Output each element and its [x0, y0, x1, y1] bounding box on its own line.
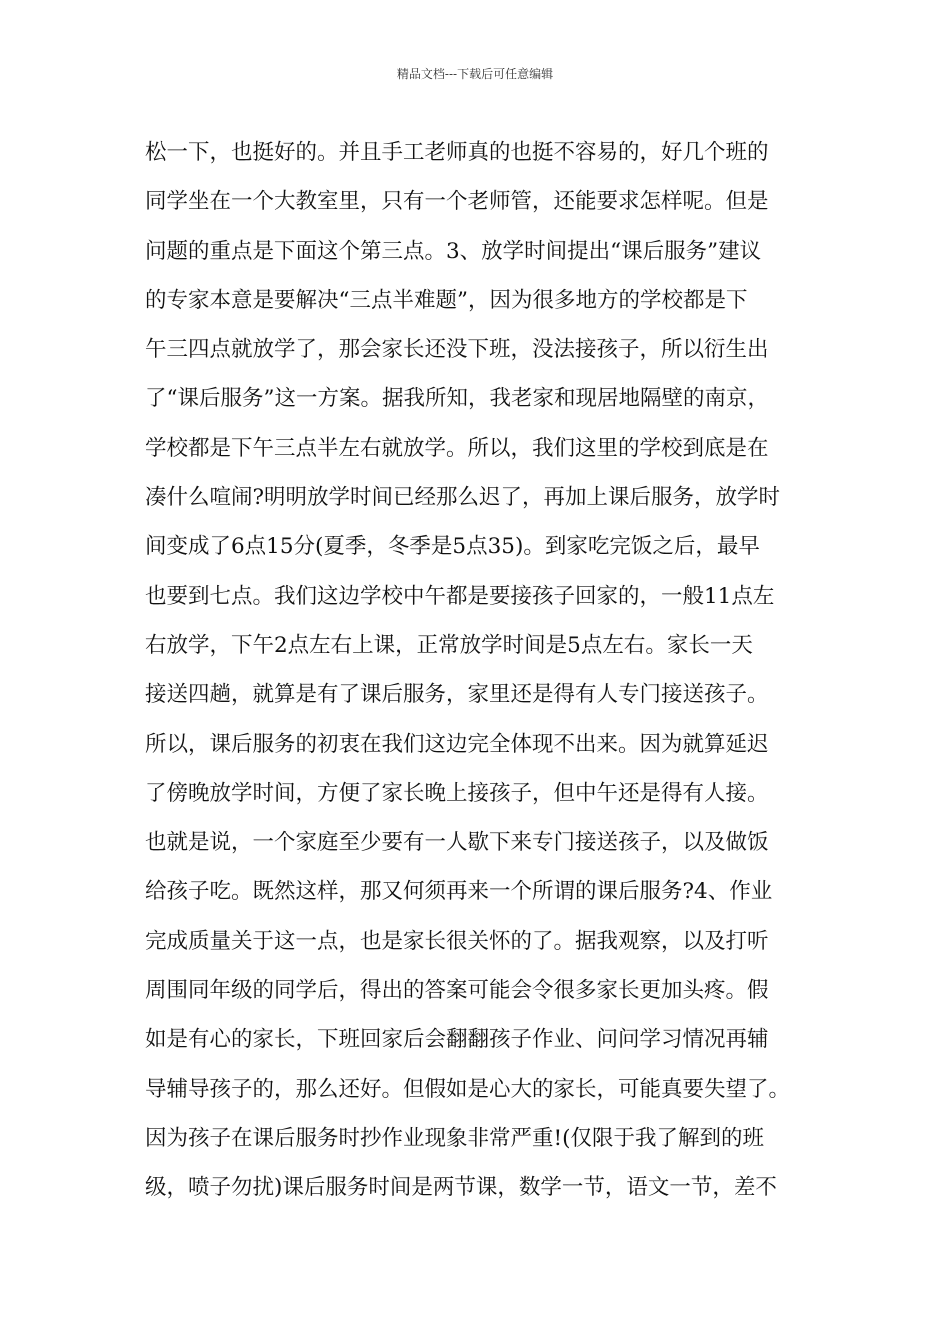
text-line: 级，喷子勿扰)课后服务时间是两节课，数学一节，语文一节，差不 — [145, 1175, 777, 1201]
text-line: 因为孩子在课后服务时抄作业现象非常严重!(仅限于我了解到的班 — [145, 1125, 765, 1151]
text-line: 学校都是下午三点半左右就放学。所以，我们这里的学校到底是在 — [145, 435, 769, 461]
text-line: 的专家本意是要解决“三点半难题”，因为很多地方的学校都是下 — [145, 287, 748, 313]
page-header: 精品文档---下载后可任意编辑 — [396, 67, 554, 81]
text-line: 完成质量关于这一点，也是家长很关怀的了。据我观察，以及打听 — [145, 928, 769, 954]
text-line: 同学坐在一个大教室里，只有一个老师管，还能要求怎样呢。但是 — [145, 189, 769, 215]
text-line: 接送四趟，就算是有了课后服务，家里还是得有人专门接送孩子。 — [145, 682, 769, 708]
text-line: 松一下，也挺好的。并且手工老师真的也挺不容易的，好几个班的 — [145, 140, 769, 165]
text-line: 也要到七点。我们这边学校中午都是要接孩子回家的，一般11点左 — [145, 583, 775, 609]
text-line: 凑什么喧闹?明明放学时间已经那么迟了，再加上课后服务，放学时 — [145, 485, 781, 511]
text-line: 给孩子吃。既然这样，那又何须再来一个所谓的课后服务?4、作业 — [145, 879, 773, 905]
text-line: 导辅导孩子的，那么还好。但假如是心大的家长，可能真要失望了。 — [145, 1076, 791, 1102]
text-line: 右放学，下午2点左右上课，正常放学时间是5点左右。家长一天 — [145, 632, 753, 658]
text-line: 所以，课后服务的初衷在我们这边完全体现不出来。因为就算延迟 — [145, 731, 769, 757]
text-line: 问题的重点是下面这个第三点。3、放学时间提出“课后服务”建议 — [145, 238, 762, 264]
text-line: 间变成了6点15分(夏季，冬季是5点35)。到家吃完饭之后，最早 — [145, 534, 760, 560]
body-text — [145, 128, 825, 1213]
text-line: 也就是说，一个家庭至少要有一人歇下来专门接送孩子，以及做饭 — [145, 830, 769, 856]
text-line: 周围同年级的同学后，得出的答案可能会令很多家长更加头疼。假 — [145, 978, 769, 1004]
text-line: 午三四点就放学了，那会家长还没下班，没法接孩子，所以衍生出 — [145, 337, 769, 363]
text-line: 了傍晚放学时间，方便了家长晚上接孩子，但中午还是得有人接。 — [145, 780, 769, 806]
text-line: 如是有心的家长，下班回家后会翻翻孩子作业、问问学习情况再辅 — [145, 1027, 769, 1053]
text-line: 了“课后服务”这一方案。据我所知，我老家和现居地隔壁的南京， — [145, 386, 769, 412]
